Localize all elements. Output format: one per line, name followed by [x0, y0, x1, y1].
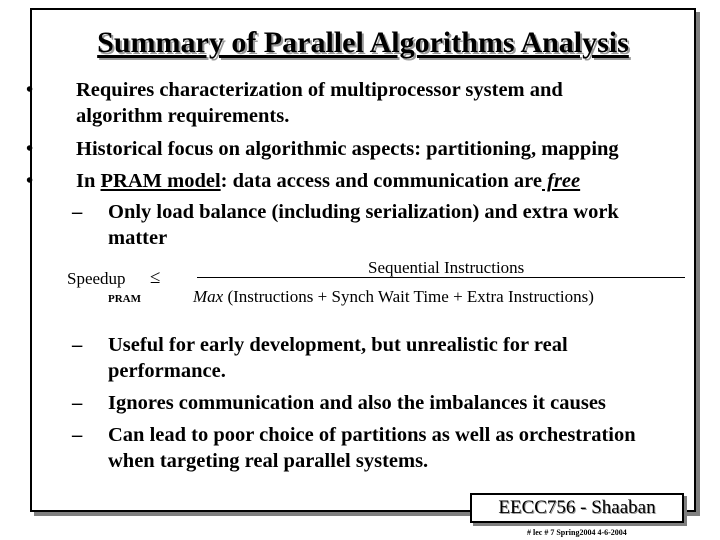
bullet-2-text: Historical focus on algorithmic aspects: partitioning, mapping	[76, 138, 619, 160]
denominator	[193, 287, 594, 307]
bullet-3-prefix: In	[76, 170, 101, 192]
bullet-1-line-1: Requires characterization of multiprocessor system and	[76, 79, 563, 101]
max-function: Max	[193, 287, 224, 306]
sub-bullet-4-line-1: Can lead to poor choice of partitions as well as orchestration	[108, 424, 636, 446]
denominator-terms: (Instructions + Synch Wait Time + Extra Instructions)	[223, 287, 594, 306]
numerator: Sequential Instructions	[368, 258, 525, 277]
free-emphasis: free	[542, 170, 581, 192]
sub-bullet-1-line-2: matter	[108, 227, 168, 249]
dash-marker: –	[72, 201, 83, 223]
speedup-label: Speedup	[67, 269, 126, 288]
bullet-marker: •	[26, 79, 34, 101]
fraction-bar	[197, 277, 685, 278]
bullet-3-text	[76, 168, 580, 194]
pram-subscript: PRAM	[108, 293, 141, 305]
sub-bullet-1-line-1: Only load balance (including serialization) and extra work	[108, 201, 619, 223]
bullet-marker: •	[26, 138, 34, 160]
lecture-footnote: # lec # 7 Spring2004 4-6-2004	[527, 528, 627, 537]
bullet-1-line-2: algorithm requirements.	[76, 105, 290, 127]
dash-marker: –	[72, 334, 83, 356]
sub-bullet-3-text: Ignores communication and also the imbalances it causes	[108, 392, 606, 414]
slide-title: Summary of Parallel Algorithms Analysis	[97, 26, 629, 59]
bullet-marker: •	[26, 170, 34, 192]
sub-bullet-2-line-2: performance.	[108, 360, 226, 382]
less-equal-symbol: ≤	[150, 267, 161, 288]
dash-marker: –	[72, 392, 83, 414]
bullet-3-middle: : data access and communication are	[220, 170, 542, 192]
dash-marker: –	[72, 424, 83, 446]
course-label-box: EECC756 - Shaaban	[470, 493, 684, 523]
sub-bullet-4-line-2: when targeting real parallel systems.	[108, 450, 429, 472]
pram-model-term: PRAM model	[100, 170, 221, 192]
sub-bullet-2-line-1: Useful for early development, but unrealistic for real	[108, 334, 568, 356]
